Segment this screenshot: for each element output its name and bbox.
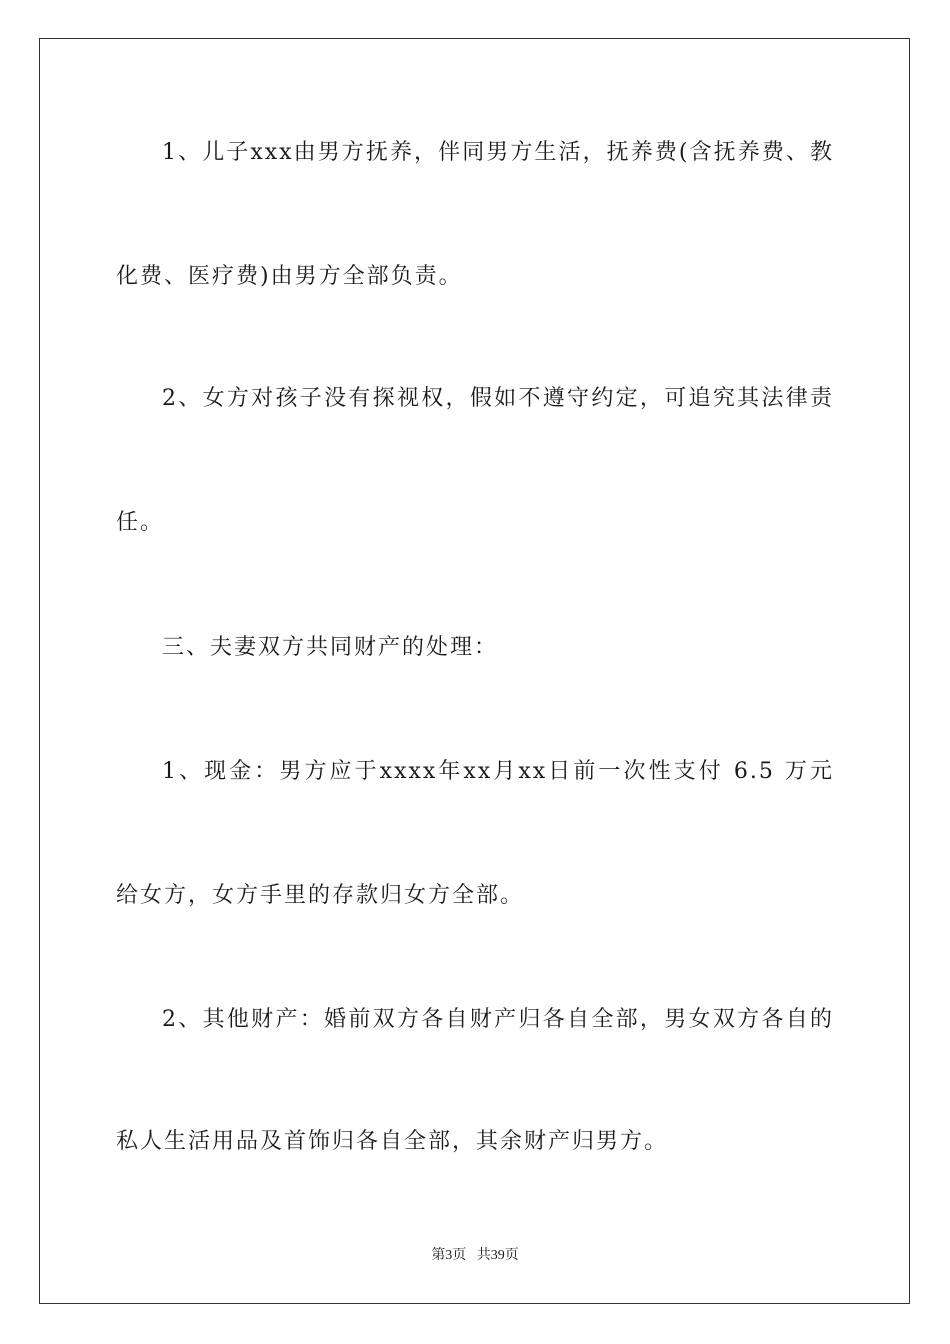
paragraph-line: 2、其他财产：婚前双方各自财产归各自全部，男女双方各自的 xyxy=(162,1007,834,1032)
paragraph-line: 给女方，女方手里的存款归女方全部。 xyxy=(116,883,525,908)
paragraph-line: 私人生活用品及首饰归各自全部，其余财产归男方。 xyxy=(116,1129,669,1154)
page-number: 第3页 xyxy=(431,1248,467,1263)
page-total: 共39页 xyxy=(476,1248,519,1263)
section-heading: 三、夫妻双方共同财产的处理： xyxy=(162,635,499,660)
page-footer xyxy=(0,1246,950,1266)
page-border xyxy=(39,38,910,1304)
paragraph-line: 2、女方对孩子没有探视权，假如不遵守约定，可追究其法律责 xyxy=(162,386,834,411)
paragraph-line: 1、现金：男方应于xxxx年xx月xx日前一次性支付 6.5 万元 xyxy=(162,759,834,784)
paragraph-line: 1、儿子xxx由男方抚养，伴同男方生活，抚养费(含抚养费、教 xyxy=(162,140,834,165)
paragraph-line: 任。 xyxy=(116,510,165,535)
paragraph-line: 化费、医疗费)由男方全部负责。 xyxy=(116,264,463,289)
